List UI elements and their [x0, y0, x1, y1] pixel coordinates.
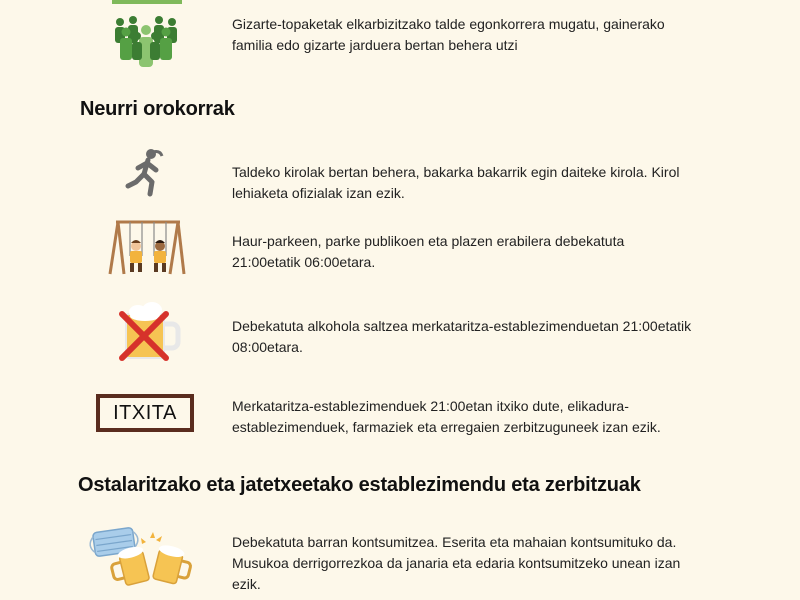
section-heading: Neurri orokorrak — [80, 98, 235, 120]
closed-sign-icon — [96, 394, 194, 432]
item-text: Haur-parkeen, parke publikoen eta plazen erabilera debekatuta 21:00etatik 06:00etara. — [232, 233, 625, 270]
item-text: Merkataritza-establezimenduek 21:00etan itxiko dute, elikadura-establezimenduek, farmaziek eta erregaien zerbitzuguneek izan ezik. — [232, 398, 661, 435]
group-people-icon — [112, 10, 180, 70]
section-heading: Ostalaritzako eta jatetxeetako establezimendu eta zerbitzuak — [78, 474, 641, 496]
item-text: Gizarte-topaketak elkarbizitzako talde egonkorrera mugatu, gainerako familia edo gizarte jarduera bertan behera utzi — [232, 16, 665, 53]
top-banner-fragment — [112, 0, 182, 4]
item-text: Debekatuta alkohola saltzea merkataritza-establezimenduetan 21:00etatik 08:00etara. — [232, 318, 692, 355]
item-text: Taldeko kirolak bertan behera, bakarka bakarrik egin daiteke kirola. Kirol lehiaketa ofizialak izan ezik. — [232, 164, 680, 201]
no-alcohol-icon — [116, 300, 182, 362]
runner-icon — [124, 148, 168, 200]
mask-and-beer-icon — [84, 526, 196, 586]
closed-sign-label: ITXITA — [113, 401, 177, 424]
item-text: Debekatuta barran kontsumitzea. Eserita eta mahaian kontsumituko da. Musukoa derrigorrezkoa da janaria eta edaria kontsumitzeko unean izan ezik. — [232, 534, 681, 592]
swing-playground-icon — [108, 218, 186, 276]
